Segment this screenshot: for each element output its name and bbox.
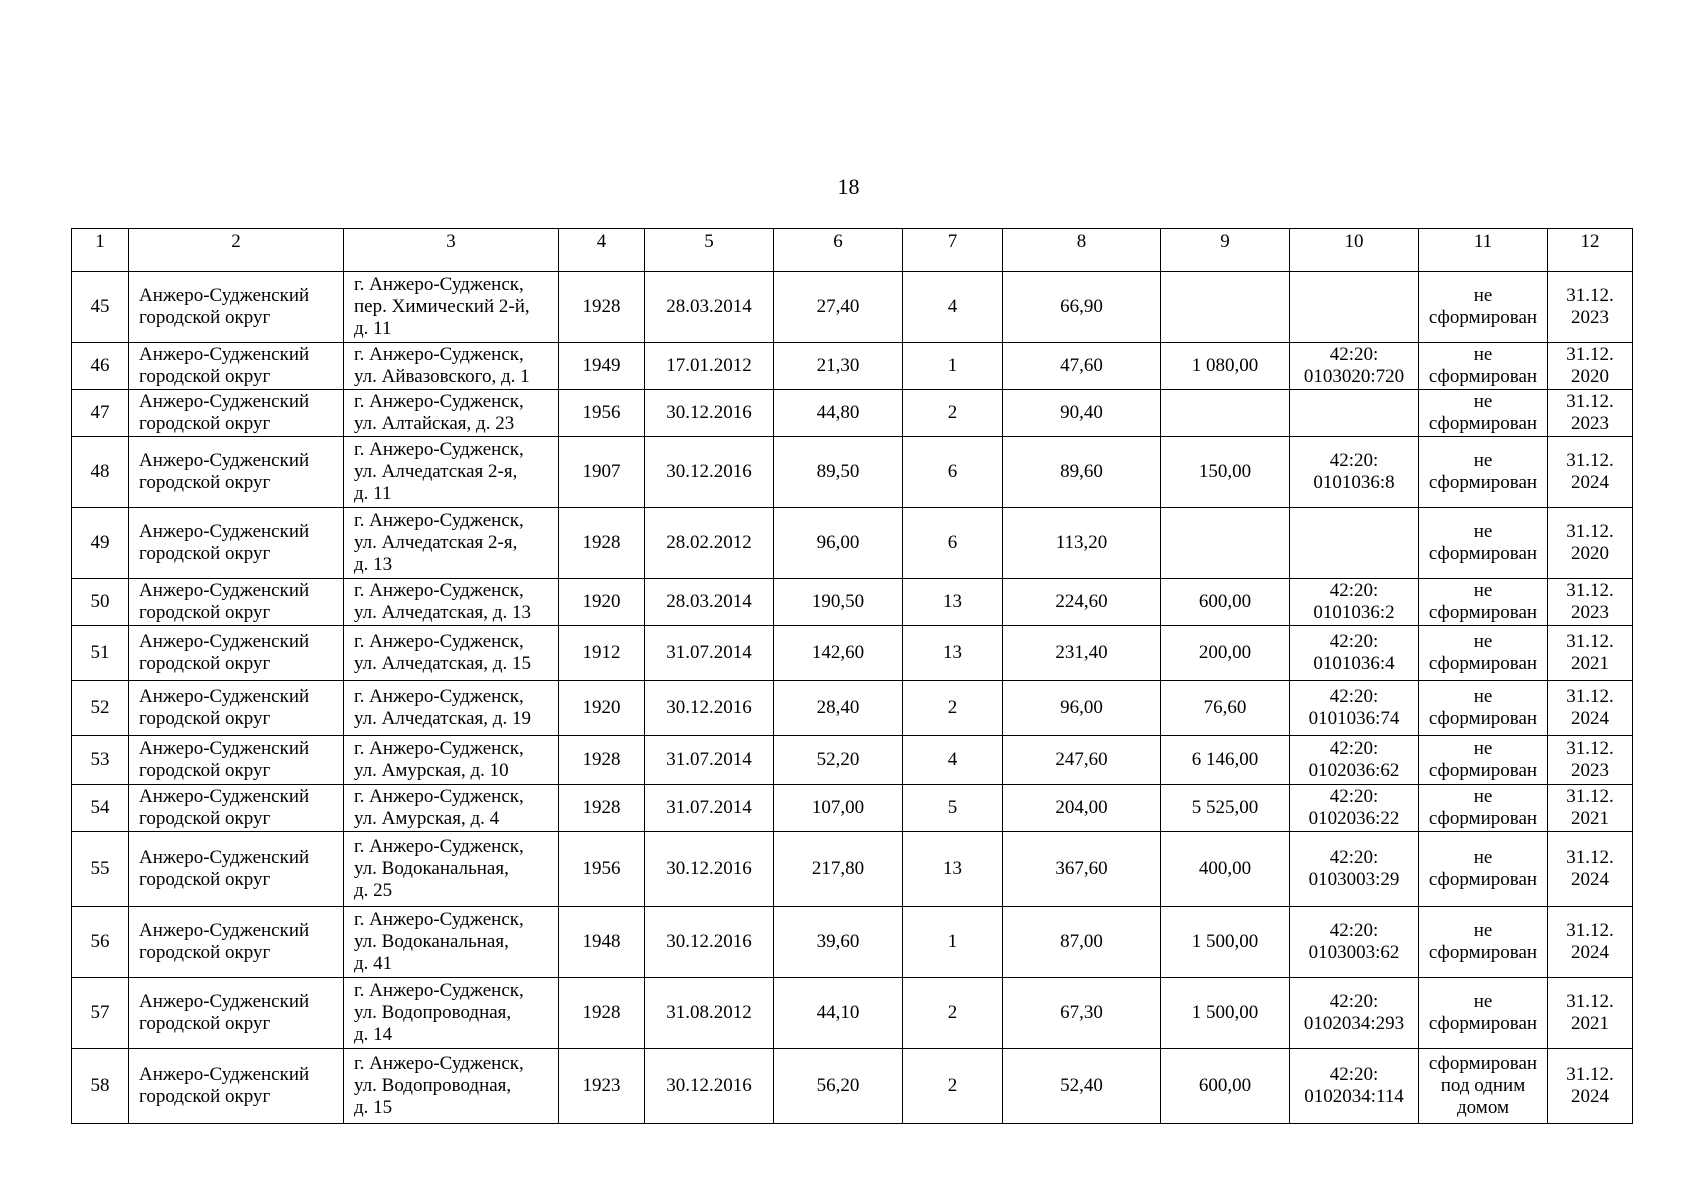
row-number-cell: 54: [72, 785, 129, 832]
table-row: [72, 508, 1633, 579]
address-cell: г. Анжеро-Судженск, ул. Алчедатская, д. 19: [344, 681, 559, 736]
date-cell: 31.07.2014: [645, 785, 774, 832]
date-cell: 31.07.2014: [645, 736, 774, 785]
table-row: [72, 785, 1633, 832]
area-total-cell: 231,40: [1003, 626, 1161, 681]
deadline-cell: 31.12. 2024: [1548, 832, 1633, 907]
table-row: [72, 832, 1633, 907]
area-cell: 52,20: [774, 736, 903, 785]
land-status-cell: не сформирован: [1419, 579, 1548, 626]
year-built-cell: 1907: [559, 437, 645, 508]
area-total-cell: 89,60: [1003, 437, 1161, 508]
year-built-cell: 1920: [559, 681, 645, 736]
cadastral-number-cell: [1290, 390, 1419, 437]
deadline-cell: 31.12. 2024: [1548, 437, 1633, 508]
deadline-cell: 31.12. 2023: [1548, 390, 1633, 437]
count-cell: 6: [903, 437, 1003, 508]
table-row: [72, 343, 1633, 390]
table-row: [72, 1049, 1633, 1124]
count-cell: 2: [903, 1049, 1003, 1124]
land-area-cell: 1 080,00: [1161, 343, 1290, 390]
area-cell: 21,30: [774, 343, 903, 390]
year-built-cell: 1928: [559, 978, 645, 1049]
row-number-cell: 46: [72, 343, 129, 390]
land-status-cell: не сформирован: [1419, 626, 1548, 681]
land-status-cell: не сформирован: [1419, 907, 1548, 978]
land-area-cell: 600,00: [1161, 1049, 1290, 1124]
land-status-cell: не сформирован: [1419, 681, 1548, 736]
deadline-cell: 31.12. 2020: [1548, 343, 1633, 390]
column-number-header: 1: [72, 229, 129, 272]
municipality-cell: Анжеро-Судженский городской округ: [129, 907, 344, 978]
header-row: [72, 229, 1633, 272]
date-cell: 30.12.2016: [645, 390, 774, 437]
address-cell: г. Анжеро-Судженск, ул. Водопроводная, д. 14: [344, 978, 559, 1049]
address-cell: г. Анжеро-Судженск, ул. Алчедатская, д. 13: [344, 579, 559, 626]
cadastral-number-cell: 42:20: 0103020:720: [1290, 343, 1419, 390]
year-built-cell: 1956: [559, 390, 645, 437]
address-cell: г. Анжеро-Судженск, ул. Алтайская, д. 23: [344, 390, 559, 437]
cadastral-number-cell: 42:20: 0102034:114: [1290, 1049, 1419, 1124]
land-status-cell: не сформирован: [1419, 508, 1548, 579]
row-number-cell: 53: [72, 736, 129, 785]
area-cell: 44,80: [774, 390, 903, 437]
municipality-cell: Анжеро-Судженский городской округ: [129, 508, 344, 579]
land-area-cell: 1 500,00: [1161, 978, 1290, 1049]
area-cell: 27,40: [774, 272, 903, 343]
area-total-cell: 247,60: [1003, 736, 1161, 785]
deadline-cell: 31.12. 2020: [1548, 508, 1633, 579]
date-cell: 31.07.2014: [645, 626, 774, 681]
year-built-cell: 1928: [559, 272, 645, 343]
cadastral-number-cell: 42:20: 0102036:62: [1290, 736, 1419, 785]
row-number-cell: 51: [72, 626, 129, 681]
deadline-cell: 31.12. 2024: [1548, 907, 1633, 978]
land-area-cell: 6 146,00: [1161, 736, 1290, 785]
column-number-header: 6: [774, 229, 903, 272]
municipality-cell: Анжеро-Судженский городской округ: [129, 390, 344, 437]
area-total-cell: 113,20: [1003, 508, 1161, 579]
cadastral-number-cell: 42:20: 0101036:4: [1290, 626, 1419, 681]
column-number-header: 12: [1548, 229, 1633, 272]
row-number-cell: 55: [72, 832, 129, 907]
cadastral-number-cell: 42:20: 0102034:293: [1290, 978, 1419, 1049]
date-cell: 30.12.2016: [645, 437, 774, 508]
area-cell: 217,80: [774, 832, 903, 907]
area-cell: 44,10: [774, 978, 903, 1049]
date-cell: 30.12.2016: [645, 681, 774, 736]
deadline-cell: 31.12. 2021: [1548, 626, 1633, 681]
land-status-cell: не сформирован: [1419, 272, 1548, 343]
year-built-cell: 1920: [559, 579, 645, 626]
address-cell: г. Анжеро-Судженск, ул. Водоканальная, д. 25: [344, 832, 559, 907]
area-total-cell: 96,00: [1003, 681, 1161, 736]
row-number-cell: 50: [72, 579, 129, 626]
date-cell: 30.12.2016: [645, 832, 774, 907]
land-status-cell: сформирован под одним домом: [1419, 1049, 1548, 1124]
table-row: [72, 681, 1633, 736]
area-cell: 190,50: [774, 579, 903, 626]
date-cell: 28.03.2014: [645, 579, 774, 626]
land-area-cell: 76,60: [1161, 681, 1290, 736]
land-area-cell: [1161, 390, 1290, 437]
count-cell: 13: [903, 626, 1003, 681]
count-cell: 6: [903, 508, 1003, 579]
column-number-header: 11: [1419, 229, 1548, 272]
land-status-cell: не сформирован: [1419, 978, 1548, 1049]
deadline-cell: 31.12. 2021: [1548, 785, 1633, 832]
land-area-cell: 5 525,00: [1161, 785, 1290, 832]
column-number-header: 2: [129, 229, 344, 272]
count-cell: 4: [903, 736, 1003, 785]
year-built-cell: 1912: [559, 626, 645, 681]
area-cell: 39,60: [774, 907, 903, 978]
column-number-header: 8: [1003, 229, 1161, 272]
row-number-cell: 47: [72, 390, 129, 437]
count-cell: 2: [903, 681, 1003, 736]
count-cell: 1: [903, 343, 1003, 390]
count-cell: 2: [903, 978, 1003, 1049]
year-built-cell: 1928: [559, 736, 645, 785]
address-cell: г. Анжеро-Судженск, ул. Алчедатская 2-я, д. 13: [344, 508, 559, 579]
column-number-header: 3: [344, 229, 559, 272]
count-cell: 13: [903, 832, 1003, 907]
municipality-cell: Анжеро-Судженский городской округ: [129, 579, 344, 626]
land-area-cell: 200,00: [1161, 626, 1290, 681]
area-total-cell: 204,00: [1003, 785, 1161, 832]
year-built-cell: 1956: [559, 832, 645, 907]
area-total-cell: 67,30: [1003, 978, 1161, 1049]
date-cell: 28.03.2014: [645, 272, 774, 343]
area-total-cell: 224,60: [1003, 579, 1161, 626]
land-status-cell: не сформирован: [1419, 832, 1548, 907]
area-total-cell: 90,40: [1003, 390, 1161, 437]
deadline-cell: 31.12. 2021: [1548, 978, 1633, 1049]
area-total-cell: 47,60: [1003, 343, 1161, 390]
address-cell: г. Анжеро-Судженск, ул. Алчедатская, д. 15: [344, 626, 559, 681]
date-cell: 17.01.2012: [645, 343, 774, 390]
table-row: [72, 272, 1633, 343]
column-number-header: 7: [903, 229, 1003, 272]
row-number-cell: 49: [72, 508, 129, 579]
municipality-cell: Анжеро-Судженский городской округ: [129, 343, 344, 390]
deadline-cell: 31.12. 2023: [1548, 272, 1633, 343]
municipality-cell: Анжеро-Судженский городской округ: [129, 272, 344, 343]
area-cell: 28,40: [774, 681, 903, 736]
row-number-cell: 52: [72, 681, 129, 736]
municipality-cell: Анжеро-Судженский городской округ: [129, 736, 344, 785]
area-cell: 96,00: [774, 508, 903, 579]
land-area-cell: 600,00: [1161, 579, 1290, 626]
land-status-cell: не сформирован: [1419, 390, 1548, 437]
cadastral-number-cell: [1290, 508, 1419, 579]
address-cell: г. Анжеро-Судженск, ул. Алчедатская 2-я, д. 11: [344, 437, 559, 508]
land-status-cell: не сформирован: [1419, 736, 1548, 785]
land-status-cell: не сформирован: [1419, 785, 1548, 832]
year-built-cell: 1948: [559, 907, 645, 978]
year-built-cell: 1928: [559, 508, 645, 579]
row-number-cell: 57: [72, 978, 129, 1049]
address-cell: г. Анжеро-Судженск, ул. Водоканальная, д. 41: [344, 907, 559, 978]
cadastral-number-cell: 42:20: 0103003:29: [1290, 832, 1419, 907]
column-number-header: 9: [1161, 229, 1290, 272]
land-status-cell: не сформирован: [1419, 343, 1548, 390]
municipality-cell: Анжеро-Судженский городской округ: [129, 1049, 344, 1124]
municipality-cell: Анжеро-Судженский городской округ: [129, 978, 344, 1049]
area-total-cell: 367,60: [1003, 832, 1161, 907]
area-total-cell: 52,40: [1003, 1049, 1161, 1124]
municipality-cell: Анжеро-Судженский городской округ: [129, 832, 344, 907]
land-area-cell: 150,00: [1161, 437, 1290, 508]
count-cell: 2: [903, 390, 1003, 437]
address-cell: г. Анжеро-Судженск, пер. Химический 2-й, д. 11: [344, 272, 559, 343]
cadastral-number-cell: 42:20: 0103003:62: [1290, 907, 1419, 978]
municipality-cell: Анжеро-Судженский городской округ: [129, 437, 344, 508]
count-cell: 1: [903, 907, 1003, 978]
year-built-cell: 1923: [559, 1049, 645, 1124]
table-row: [72, 626, 1633, 681]
table-row: [72, 390, 1633, 437]
count-cell: 13: [903, 579, 1003, 626]
date-cell: 30.12.2016: [645, 907, 774, 978]
date-cell: 30.12.2016: [645, 1049, 774, 1124]
row-number-cell: 45: [72, 272, 129, 343]
area-cell: 56,20: [774, 1049, 903, 1124]
address-cell: г. Анжеро-Судженск, ул. Айвазовского, д. 1: [344, 343, 559, 390]
column-number-header: 4: [559, 229, 645, 272]
land-area-cell: 1 500,00: [1161, 907, 1290, 978]
count-cell: 5: [903, 785, 1003, 832]
land-status-cell: не сформирован: [1419, 437, 1548, 508]
deadline-cell: 31.12. 2023: [1548, 736, 1633, 785]
count-cell: 4: [903, 272, 1003, 343]
deadline-cell: 31.12. 2024: [1548, 681, 1633, 736]
address-cell: г. Анжеро-Судженск, ул. Амурская, д. 4: [344, 785, 559, 832]
column-number-header: 10: [1290, 229, 1419, 272]
housing-registry-table: [71, 228, 1633, 1124]
address-cell: г. Анжеро-Судженск, ул. Водопроводная, д. 15: [344, 1049, 559, 1124]
row-number-cell: 56: [72, 907, 129, 978]
column-number-header: 5: [645, 229, 774, 272]
deadline-cell: 31.12. 2024: [1548, 1049, 1633, 1124]
address-cell: г. Анжеро-Судженск, ул. Амурская, д. 10: [344, 736, 559, 785]
date-cell: 31.08.2012: [645, 978, 774, 1049]
cadastral-number-cell: 42:20: 0101036:2: [1290, 579, 1419, 626]
area-cell: 107,00: [774, 785, 903, 832]
municipality-cell: Анжеро-Судженский городской округ: [129, 785, 344, 832]
land-area-cell: 400,00: [1161, 832, 1290, 907]
table-row: [72, 437, 1633, 508]
area-cell: 142,60: [774, 626, 903, 681]
area-total-cell: 87,00: [1003, 907, 1161, 978]
municipality-cell: Анжеро-Судженский городской округ: [129, 681, 344, 736]
municipality-cell: Анжеро-Судженский городской округ: [129, 626, 344, 681]
table-row: [72, 978, 1633, 1049]
row-number-cell: 58: [72, 1049, 129, 1124]
area-cell: 89,50: [774, 437, 903, 508]
date-cell: 28.02.2012: [645, 508, 774, 579]
cadastral-number-cell: [1290, 272, 1419, 343]
table-row: [72, 736, 1633, 785]
cadastral-number-cell: 42:20: 0101036:74: [1290, 681, 1419, 736]
area-total-cell: 66,90: [1003, 272, 1161, 343]
land-area-cell: [1161, 508, 1290, 579]
page-number: 18: [837, 174, 860, 199]
deadline-cell: 31.12. 2023: [1548, 579, 1633, 626]
cadastral-number-cell: 42:20: 0101036:8: [1290, 437, 1419, 508]
table-row: [72, 579, 1633, 626]
land-area-cell: [1161, 272, 1290, 343]
row-number-cell: 48: [72, 437, 129, 508]
cadastral-number-cell: 42:20: 0102036:22: [1290, 785, 1419, 832]
year-built-cell: 1928: [559, 785, 645, 832]
table-row: [72, 907, 1633, 978]
year-built-cell: 1949: [559, 343, 645, 390]
